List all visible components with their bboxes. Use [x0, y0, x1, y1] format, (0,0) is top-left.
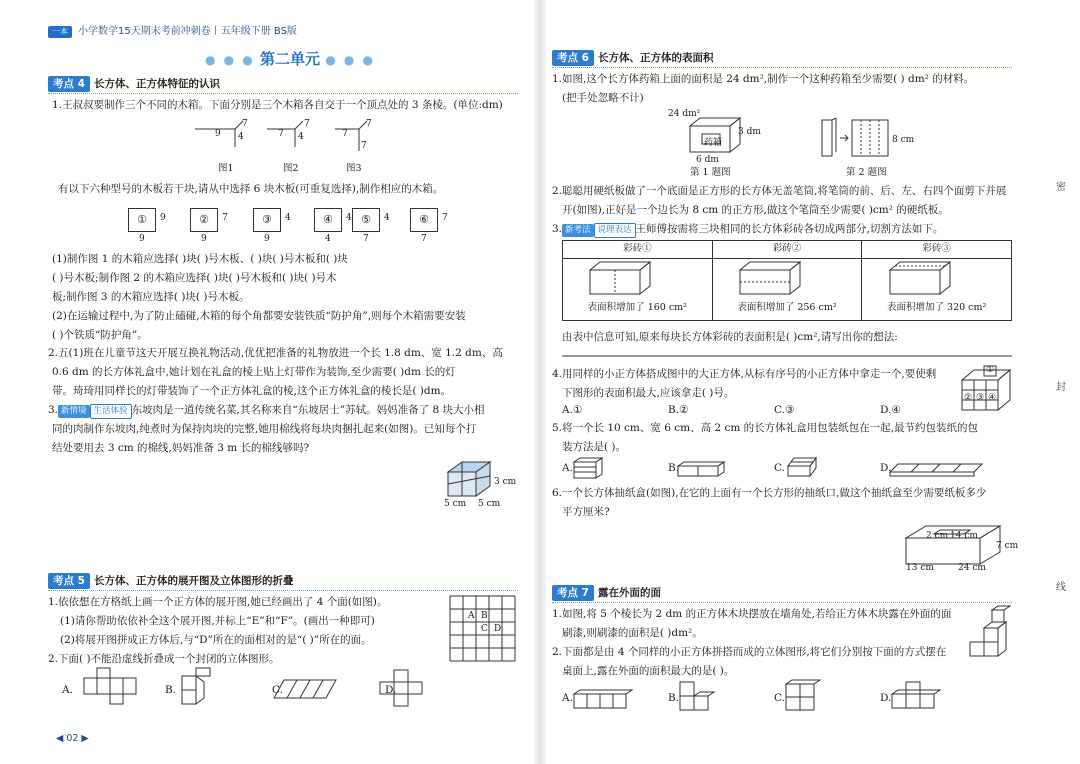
q3-text-line1: 东坡肉是一道传统名菜,其名称来自“东坡居士”苏轼。妈妈准备了 8 块大小相 [131, 404, 485, 416]
cube-label-1: ① [986, 365, 995, 375]
grid-letter-c: C [481, 624, 488, 634]
unit-dots-right: ● ● ● [325, 53, 376, 67]
p7-q1-line1: 1.如图,将 5 个棱长为 2 dm 的正方体木块摆放在墙角处,若给正方体木块露在外面的面 [552, 608, 952, 620]
point-6-title: 长方体、正方体的表面积 [597, 52, 714, 64]
p6-q5-option-c: C. [774, 462, 785, 474]
p6-q5-option-d: D. [880, 462, 892, 474]
wrapping-options [574, 456, 994, 480]
page-header [48, 24, 297, 40]
board-2: ② [190, 208, 218, 232]
board-4: ④ [314, 208, 342, 232]
book-title: 小学数学15天期末考前冲刺卷丨五年级下册 BS版 [78, 26, 297, 37]
stack-b [680, 682, 714, 710]
board-2-bottom-dim: 9 [201, 234, 207, 244]
tag-life-experience: 生活体验 [90, 404, 132, 419]
section-point-4 [48, 76, 518, 94]
fig3-label: 图3 [346, 163, 362, 174]
fig1-dim-c: 7 [242, 119, 248, 129]
p4-q2-line1: 2.五(1)班在儿童节这天开展互换礼物活动,优优把准备的礼物放进一个长 1.8 dm、宽 1.2 dm、高 [48, 347, 503, 359]
p6-q4-option-a: A.① [562, 404, 583, 416]
p6-q4-line2: 下图形的表面积最大,应该拿走( )号。 [562, 387, 735, 399]
p5-q1-line2: (1)请你帮助依依补全这个展开图,并标上“E”和“F”。(画出一种即可) [60, 615, 375, 627]
tag-new-context: 新情境 [58, 405, 90, 418]
meat-height: 3 cm [494, 477, 517, 487]
board-1-side-dim: 9 [160, 213, 166, 223]
p4-q2-line3: 带。琦琦用同样长的灯带装饰了一个正方体礼盒的棱,这个正方体礼盒的棱长是( )dm。 [52, 385, 452, 397]
p4-q3-line2: 同的肉制作东坡肉,纯煮时为保持肉块的完整,她用棉线将每块肉捆扎起来(如图)。已知每个打 [52, 423, 477, 435]
fig1-label: 图1 [218, 163, 234, 174]
board-5: ⑤ [352, 208, 380, 232]
tile-1-header: 彩砖① [563, 241, 713, 259]
wrap-d [890, 464, 982, 476]
p6-q6-line2: 平方厘米? [562, 506, 610, 518]
cube-label-4: ④ [988, 393, 997, 403]
p6-q4-option-b: B.② [668, 404, 689, 416]
p6-q2-line2: 开(如图),正好是一个边长为 8 cm 的正方形,做这个笔筒至少需要( )cm² 的硬纸板。 [562, 204, 949, 216]
point-5-title: 长方体、正方体的展开图及立体图形的折叠 [93, 575, 294, 587]
figure-2-caption: 第 2 题图 [846, 167, 887, 178]
net-c [274, 680, 336, 698]
board-3-side-dim: 4 [285, 213, 291, 223]
point-5-badge: 考点 5 [48, 573, 90, 589]
fig2-dim-b: 4 [298, 132, 304, 142]
board-3: ③ [253, 208, 281, 232]
fig1-dim-a: 9 [215, 129, 221, 139]
board-5-side-dim: 4 [384, 213, 390, 223]
box-width-label: 6 dm [696, 155, 719, 165]
p6-q5-option-b: B. [668, 462, 680, 474]
p4-q1-intro: 1.王叔叔要制作三个不同的木箱。下面分别是三个木箱各自交于一个顶点处的 3 条棱。(单位:dm) [52, 99, 503, 111]
brand-logo: 一本 [48, 26, 72, 38]
unit-title [190, 48, 390, 71]
board-4-side-dim: 4 [346, 213, 352, 223]
section-point-7 [552, 585, 1012, 603]
p5-q2-option-b: B. [165, 684, 177, 696]
tissue-height: 7 cm [996, 541, 1019, 551]
p4-q3-line3: 结处要用去 3 cm 的棉线,妈妈准备 3 m 长的棉线够吗? [52, 442, 310, 454]
page-number: ◀ 02 ▶ [56, 733, 89, 744]
board-2-side-dim: 7 [222, 213, 228, 223]
p6-q1-line1: 1.如图,这个长方体药箱上面的面积是 24 dm²,制作一个这种药箱至少需要( ) dm² 的材料。 [552, 73, 975, 85]
tile-3-caption: 表面积增加了 320 cm² [887, 302, 987, 314]
p7-q1-line2: 刷漆,则刷漆的面积是( )dm²。 [562, 627, 703, 639]
p6-q5-line2: 装方法是( )。 [562, 441, 627, 453]
cube-label-3: ③ [976, 393, 985, 403]
p4-q1-part2-line1: (2)在运输过程中,为了防止磕碰,木箱的每个角都要安装铁质“防护角”,则每个木箱需要安装 [52, 310, 466, 322]
side-mark-seal: 密 [1056, 182, 1066, 193]
cube-label-2: ② [964, 393, 973, 403]
p6-q3-text: 王师傅按需将三块相同的长方体彩砖各切成两部分,切割方法如下。 [635, 223, 944, 235]
fig2-label: 图2 [283, 163, 299, 174]
net-a [84, 668, 136, 704]
tag-reasoning: 说理表达 [594, 223, 636, 238]
wrap-b [678, 462, 724, 476]
net-d [380, 670, 422, 706]
net-b [182, 668, 210, 704]
p6-q2-line1: 2.聪聪用硬纸板做了一个底面是正方形的长方体无盖笔筒,将笔筒的前、后、左、右四个面剪下并展 [552, 185, 1007, 197]
p5-q2: 2.下面( )不能沿虚线折叠成一个封闭的立体图形。 [48, 653, 280, 665]
board-6: ⑥ [410, 208, 438, 232]
board-6-side-dim: 7 [442, 213, 448, 223]
stack-c [786, 680, 820, 710]
p6-q3-number: 3. [552, 223, 563, 235]
grid-letter-a: A [468, 611, 475, 621]
point-7-badge: 考点 7 [552, 585, 594, 601]
p7-q2-option-c: C. [774, 692, 785, 704]
stack-options [574, 680, 954, 714]
p6-q4-line1: 4.用同样的小正方体搭成图中的大正方体,从标有序号的小正方体中拿走一个,要使剩 [552, 368, 937, 380]
pen-holder-dim: 8 cm [892, 135, 915, 145]
fig3-dim-b: 7 [361, 141, 367, 151]
p5-q2-option-c: C. [272, 684, 283, 696]
tissue-width: 13 cm [906, 563, 934, 573]
meat-length: 5 cm [444, 499, 467, 509]
box-area-label: 24 dm² [668, 109, 701, 119]
wrap-a [574, 458, 602, 478]
fig2-dim-a: 7 [278, 129, 284, 139]
p4-q3-line1 [48, 401, 485, 420]
answer-line [562, 354, 1014, 358]
side-mark-fold: 封 [1056, 382, 1066, 393]
p6-q6-line1: 6.一个长方体抽纸盒(如图),在它的上面有一个长方形的抽纸口,做这个抽纸盒至少需要纸板多少 [552, 487, 987, 499]
p6-q5-line1: 5.将一个长 10 cm、宽 6 cm、高 2 cm 的长方体礼盒用包装纸包在一起,最节约包装纸的包 [552, 422, 978, 434]
tile-1-shape [590, 262, 650, 294]
board-3-bottom-dim: 9 [264, 234, 270, 244]
p6-q4-option-d: D.④ [880, 404, 901, 416]
tile-3-header: 彩砖③ [862, 241, 1012, 259]
p4-q1-part1-line1: (1)制作图 1 的木箱应选择( )块( )号木板、( )块( )号木板和( )块 [52, 253, 348, 265]
figure-1-caption: 第 1 题图 [690, 167, 731, 178]
tile-2-caption: 表面积增加了 256 cm² [737, 302, 837, 314]
tile-3-shape [890, 262, 950, 294]
meat-width: 5 cm [478, 499, 501, 509]
stack-a [574, 690, 632, 708]
wrap-c [788, 458, 816, 476]
p5-q2-option-a: A. [62, 684, 73, 696]
p5-q2-option-d: D. [385, 684, 397, 696]
tile-2-shape [740, 262, 800, 294]
grid-letter-b: B [481, 611, 488, 621]
fig2-dim-c: 7 [304, 119, 310, 129]
p7-q2-option-a: A. [562, 692, 573, 704]
p4-q1-part2-line2: ( )个铁质“防护角”。 [52, 329, 148, 341]
point-4-title: 长方体、正方体特征的认识 [93, 78, 220, 90]
p4-q1-boards-intro: 有以下六种型号的木板若干块,请从中选择 6 块木板(可重复选择),制作相应的木箱。 [58, 183, 444, 195]
box-height-label: 3 dm [738, 127, 761, 137]
p6-q3-line1 [552, 220, 943, 239]
tissue-length: 24 cm [958, 563, 986, 573]
p7-q2-option-d: D. [880, 692, 892, 704]
tile-2-header: 彩砖② [712, 241, 862, 259]
p6-q4-option-c: C.③ [774, 404, 795, 416]
p4-q1-part1-line3: 板;制作图 3 的木箱应选择( )块( )号木板。 [52, 291, 250, 303]
tag-new-method: 新考法 [562, 224, 594, 237]
p5-q1-line1: 1.依依想在方格纸上画一个正方体的展开图,她已经画出了 4 个面(如图)。 [48, 596, 388, 608]
box-name-label: 药箱 [704, 138, 723, 148]
corner-cubes-illustration [966, 604, 1016, 664]
tile-illustrations [590, 262, 1010, 296]
p4-q1-part1-line2: ( )号木板;制作图 2 的木箱应选择( )块( )号木板和( )块( )号木 [52, 272, 337, 284]
p7-q2-line1: 2.下面都是由 4 个同样的小正方体拼搭而成的立体图形,将它们分别按下面的方式摆在 [552, 646, 947, 658]
tissue-slot-length: 14 cm [950, 531, 978, 541]
point-6-badge: 考点 6 [552, 50, 594, 66]
p6-q3-line2: 由表中信息可知,原来每块长方体彩砖的表面积是( )cm²,请写出你的想法: [562, 331, 898, 343]
fig3-dim-c: 7 [366, 119, 372, 129]
q3-number: 3. [48, 404, 59, 416]
book-spine [534, 0, 546, 764]
unit-name: 第二单元 [259, 50, 320, 68]
p4-q2-line2: 0.6 dm 的长方体礼盒中,她计划在礼盒的棱上贴上灯带作为装饰,至少需要( )dm 长的灯 [52, 366, 456, 378]
p7-q2-line2: 桌面上,露在外面的面积最大的是( )。 [562, 665, 735, 677]
fig3-dim-a: 7 [342, 129, 348, 139]
board-1-bottom-dim: 9 [139, 234, 145, 244]
board-1: ① [128, 208, 156, 232]
board-6-bottom-dim: 7 [421, 234, 427, 244]
unit-dots-left: ● ● ● [204, 53, 255, 67]
tile-1-caption: 表面积增加了 160 cm² [587, 302, 687, 314]
point-7-title: 露在外面的面 [597, 587, 661, 599]
p6-q5-option-a: A. [562, 462, 573, 474]
pen-holder-illustration [818, 118, 898, 162]
section-point-6 [552, 50, 1012, 68]
tissue-slot-width: 2 cm [926, 531, 949, 541]
p5-q1-line3: (2)将展开图拼成正方体后,与“D”所在的面相对的是“( )”所在的面。 [60, 634, 372, 646]
fold-net-options [76, 668, 446, 712]
point-4-badge: 考点 4 [48, 76, 90, 92]
stack-d [892, 682, 940, 708]
board-5-bottom-dim: 7 [363, 234, 369, 244]
p7-q2-option-b: B. [668, 692, 680, 704]
fig1-dim-b: 4 [238, 132, 244, 142]
p6-q1-line2: (把手处忽略不计) [562, 92, 644, 104]
side-mark-line: 线 [1056, 582, 1066, 593]
grid-letter-d: D [494, 624, 502, 634]
section-point-5 [48, 573, 518, 591]
board-4-bottom-dim: 4 [325, 234, 331, 244]
